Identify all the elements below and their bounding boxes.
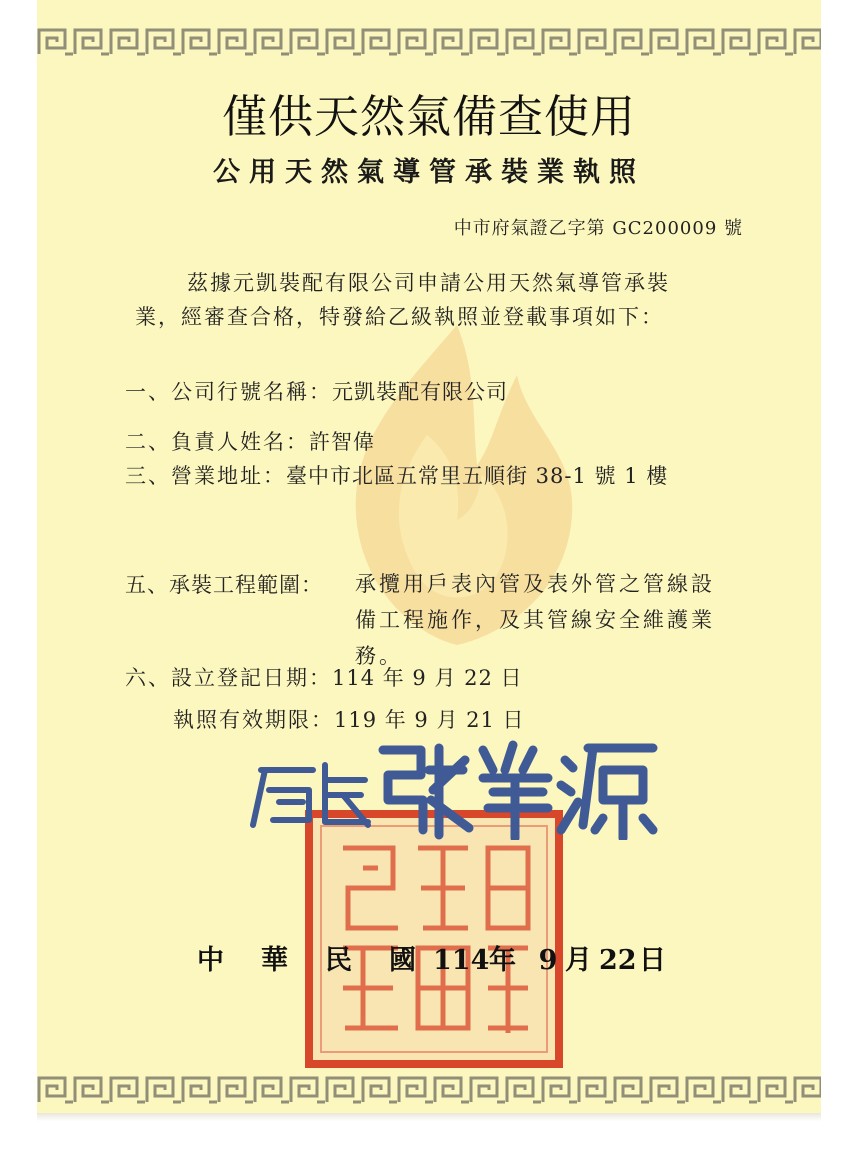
company-name-value: 元凱裝配有限公司 [332,380,508,404]
scope-label: 五、承裝工程範圍： [125,573,323,597]
company-name-row [125,376,508,406]
certificate-number: 中市府氣證乙字第 GC200009 號 [453,218,743,239]
valid-until-value: 119 年 9 月 21 日 [334,708,525,732]
address-label: 三、營業地址： [125,464,286,488]
issue-date-year-unit: 年 [489,945,516,976]
valid-until-label: 執照有效期限： [173,708,334,732]
greek-key-border-bottom [37,1074,821,1104]
issue-date-year: 114 [433,945,490,976]
issue-date-month: 9 [538,945,558,976]
issue-date-era-3: 民 [325,945,352,976]
owner-label: 二、負責人姓名： [125,430,309,454]
watermark-banner: 僅供天然氣備查使用 [221,90,636,143]
license-document [37,0,821,1113]
owner-row [125,426,375,456]
issue-date-era-1: 中 [197,945,224,976]
issue-date-era-2: 華 [261,945,288,976]
owner-value: 許智偉 [309,430,375,454]
scope-line-1: 承攬用戶表內管及表外管之管線設 [355,572,715,596]
scope-line-2: 備工程施作，及其管線安全維護業 [355,608,715,632]
intro-line-2: 業，經審查合格，特發給乙級執照並登載事項如下： [135,305,664,329]
issue-date-month-unit: 月 [565,945,592,976]
greek-key-border-top [37,26,821,56]
intro-paragraph [135,266,755,334]
director-signature [243,730,663,840]
issue-date-era-4: 國 [389,945,416,976]
intro-line-1: 茲據元凱裝配有限公司申請公用天然氣導管承裝 [187,271,670,295]
established-label: 六、設立登記日期： [125,666,332,690]
established-value: 114 年 9 月 22 日 [332,666,523,690]
issue-date-day: 22 [599,945,637,976]
paper-shadow [37,1113,821,1121]
document-title: 公用天然氣導管承裝業執照 [213,157,645,188]
scope-text [355,566,755,674]
company-name-label: 一、公司行號名稱： [125,380,332,404]
scope-line-3: 務。 [355,644,403,668]
address-row [125,460,668,490]
address-value: 臺中市北區五常里五順街 38-1 號 1 樓 [286,464,669,488]
established-row [125,662,523,692]
issue-date [197,938,666,977]
issue-date-day-unit: 日 [639,945,666,976]
